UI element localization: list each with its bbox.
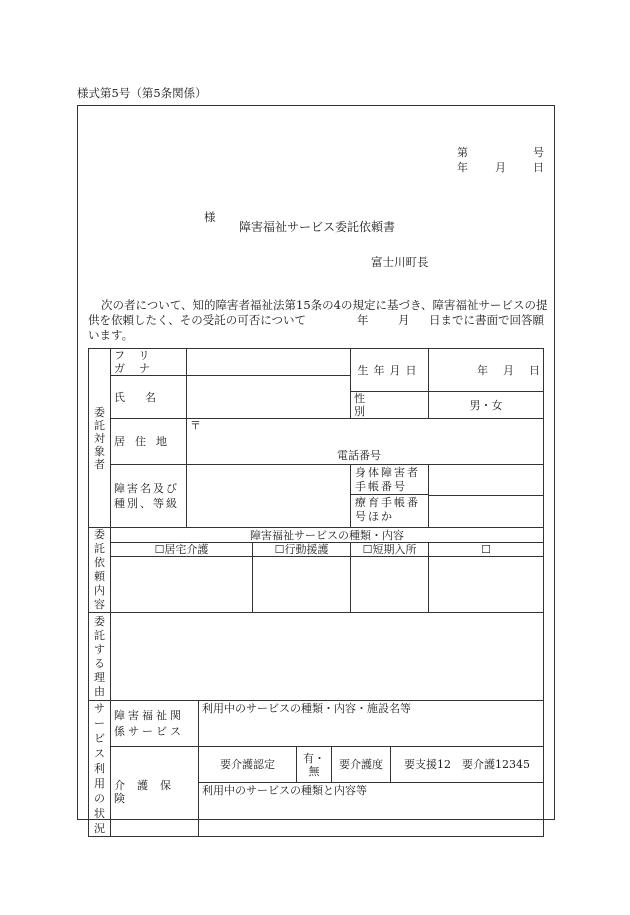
intro-month-label: 月 xyxy=(398,313,410,327)
care-insurance-label: 介護保険 xyxy=(111,747,199,837)
sex-label: 性別 xyxy=(351,392,429,419)
sender-name: 富士川町長 xyxy=(371,255,429,269)
date-year-label: 年 xyxy=(457,161,468,174)
care-service-value[interactable]: 利用中のサービスの種類と内容等 xyxy=(199,783,544,837)
date-day-label: 日 xyxy=(533,161,544,174)
certificate-values[interactable] xyxy=(429,465,544,528)
addressee-suffix: 様 xyxy=(204,210,216,224)
intro-text-2b: 日までに書面で回答願 xyxy=(429,313,544,327)
option-home-care[interactable]: ☐居宅介護 xyxy=(111,543,253,557)
address-value[interactable] xyxy=(187,419,544,465)
section-request: 委託依頼内容 xyxy=(89,528,111,613)
birth-month: 月 xyxy=(503,363,515,377)
option-short-stay[interactable]: ☐短期入所 xyxy=(351,543,429,557)
care-level-label: 要介護度 xyxy=(332,747,391,783)
document-title: 障害福祉サービス委託依頼書 xyxy=(238,220,395,234)
intro-text-2a: 供を依頼したく、その受託の可否について xyxy=(88,313,307,327)
care-level-value[interactable]: 要支援12 要介護12345 xyxy=(391,747,544,783)
request-table xyxy=(88,348,544,837)
intro-line-2 xyxy=(88,312,553,328)
option-other-detail[interactable] xyxy=(429,557,544,613)
option-behavior-support[interactable]: ☐行動援護 xyxy=(253,543,351,557)
disability-value[interactable] xyxy=(187,465,351,528)
number-go: 号 xyxy=(533,146,544,159)
furigana-value[interactable] xyxy=(187,349,351,376)
physical-cert-value[interactable] xyxy=(429,465,543,496)
reason-value[interactable] xyxy=(111,613,544,701)
intro-line-1 xyxy=(88,297,548,313)
birthdate-value[interactable] xyxy=(429,349,544,392)
section-reason: 委託する理由 xyxy=(89,613,111,701)
birth-year: 年 xyxy=(477,363,489,377)
care-cert-label: 要介護認定 xyxy=(199,747,297,783)
section-subject: 委託対象者 xyxy=(89,349,111,528)
disability-label: 障害名及び種別、等級 xyxy=(111,465,187,528)
section-usage: サービス利用の状況 xyxy=(89,701,111,837)
number-dai: 第 xyxy=(457,146,468,159)
physical-cert-label: 身体障害者手帳番号 xyxy=(351,465,428,495)
welfare-services-label: 障害福祉関係サービス xyxy=(111,701,199,747)
birthdate-label: 生年月日 xyxy=(351,349,429,392)
service-type-header: 障害福祉サービスの種類・内容 xyxy=(111,528,544,543)
name-label: 氏名 xyxy=(111,376,187,419)
option-short-stay-detail[interactable] xyxy=(351,557,429,613)
form-reference: 様式第5号（第5条関係） xyxy=(77,86,207,100)
postal-mark: 〒 xyxy=(190,419,201,432)
option-home-care-detail[interactable] xyxy=(111,557,253,613)
birth-day: 日 xyxy=(529,363,541,377)
date-month-label: 月 xyxy=(495,161,506,174)
rehab-cert-label: 療育手帳番号ほか xyxy=(355,496,421,523)
intro-text-1: 次の者について、知的障害者福祉法第15条の4の規定に基づき、障害福祉サービスの提 xyxy=(101,298,548,312)
phone-label: 電話番号 xyxy=(337,449,381,462)
address-label: 居住地 xyxy=(111,419,187,465)
intro-line-3: います。 xyxy=(88,328,134,342)
furigana-label: フリガナ xyxy=(111,349,187,376)
intro-year-label: 年 xyxy=(357,313,369,327)
option-behavior-support-detail[interactable] xyxy=(253,557,351,613)
care-cert-value[interactable]: 有・無 xyxy=(297,747,332,783)
option-other[interactable]: ☐ xyxy=(429,543,544,557)
certificate-labels xyxy=(351,465,429,528)
name-value[interactable] xyxy=(187,376,351,419)
rehab-cert-value[interactable] xyxy=(429,496,543,527)
welfare-services-value[interactable]: 利用中のサービスの種類・内容・施設名等 xyxy=(199,701,544,747)
sex-value[interactable]: 男・女 xyxy=(429,392,544,419)
